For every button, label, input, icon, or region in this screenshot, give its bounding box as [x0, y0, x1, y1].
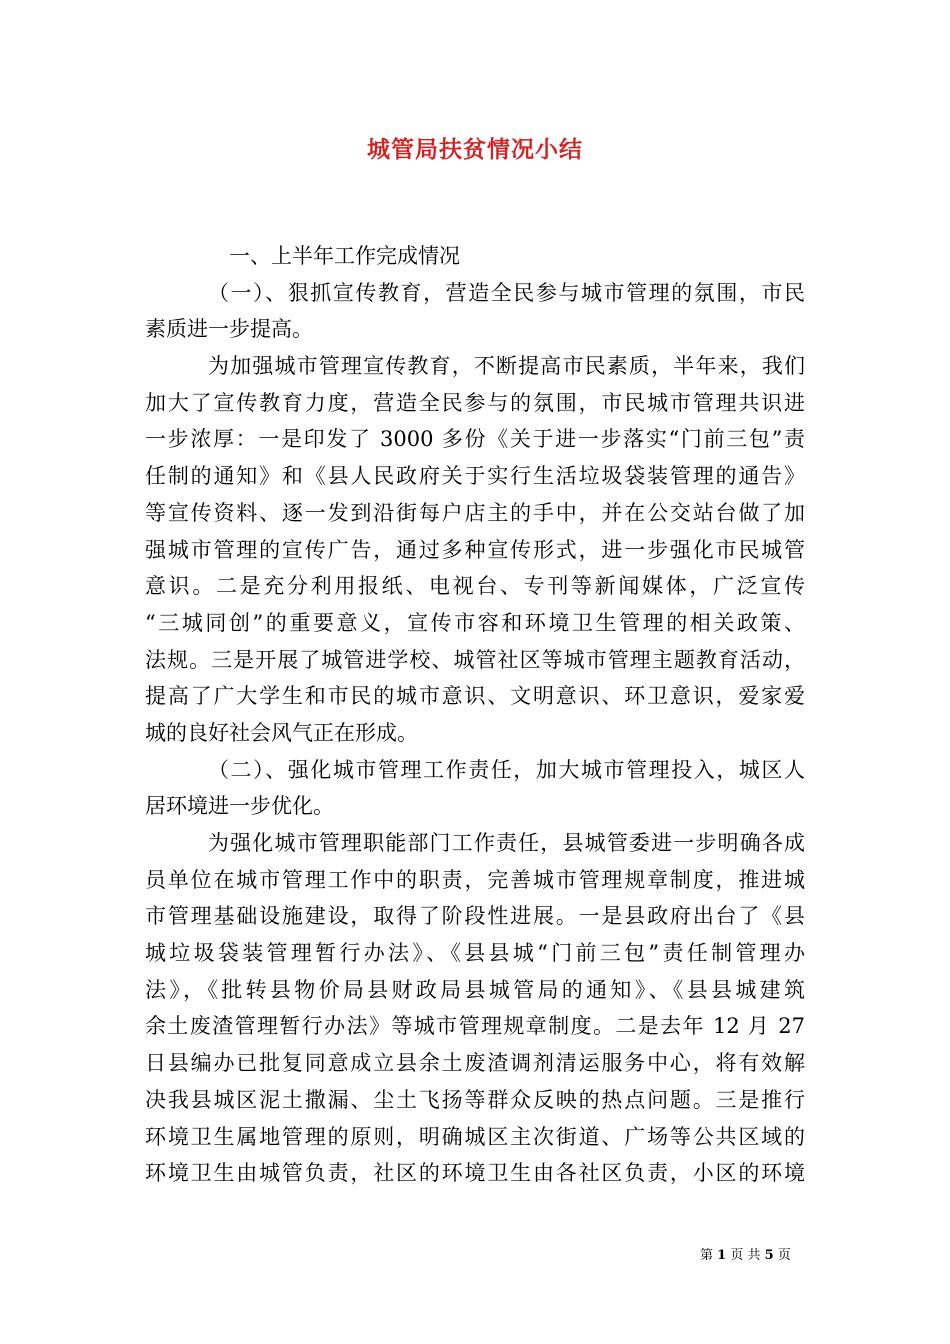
body-line: 城垃圾袋装管理暂行办法》、《县县城“门前三包”责任制管理办: [145, 941, 805, 966]
footer-suffix: 页: [777, 1248, 791, 1263]
body-line: 城的良好社会风气正在形成。: [145, 720, 418, 745]
body-line: “三城同创”的重要意义，宣传市容和环境卫生管理的相关政策、: [145, 610, 805, 635]
body-line: 提高了广大学生和市民的城市意识、文明意识、环卫意识，爱家爱: [145, 684, 805, 709]
footer-middle: 页 共: [730, 1248, 761, 1263]
body-line: 为加强城市管理宣传教育，不断提高市民素质，半年来，我们: [208, 354, 805, 379]
total-page-count: 5: [764, 1248, 774, 1263]
body-line: 为强化城市管理职能部门工作责任，县城管委进一步明确各成: [208, 831, 805, 855]
body-line: 居环境进一步优化。: [145, 794, 334, 819]
body-line: 强城市管理的宣传广告，通过多种宣传形式，进一步强化市民城管: [145, 537, 805, 562]
body-line: 环境卫生由城管负责，社区的环境卫生由各社区负责，小区的环境: [145, 1161, 805, 1186]
body-line: 市管理基础设施建设，取得了阶段性进展。一是县政府出台了《县: [145, 904, 805, 929]
section-heading: 一、上半年工作完成情况: [229, 244, 460, 268]
body-line: 意识。二是充分利用报纸、电视台、专刊等新闻媒体，广泛宣传: [145, 574, 805, 599]
document-body: [145, 238, 805, 1192]
body-line: 日县编办已批复同意成立县余土废渣调剂清运服务中心，将有效解: [145, 1051, 805, 1076]
body-line: 一步浓厚：一是印发了 3000 多份《关于进一步落实“门前三包”责: [145, 427, 805, 452]
subsection-heading: （一）、狠抓宣传教育，营造全民参与城市管理的氛围，市民: [208, 280, 805, 305]
body-line: 素质进一步提高。: [145, 317, 313, 342]
body-line: 法》，《批转县物价局县财政局县城管局的通知》、《县县城建筑: [145, 977, 805, 1002]
body-line: 余土废渣管理暂行办法》等城市管理规章制度。二是去年 12 月 27: [145, 1014, 805, 1039]
footer-prefix: 第: [700, 1248, 714, 1263]
current-page-number: 1: [717, 1248, 727, 1263]
body-line: 加大了宣传教育力度，营造全民参与的氛围，市民城市管理共识进: [145, 390, 805, 415]
body-line: 任制的通知》和《县人民政府关于实行生活垃圾袋装管理的通告》: [145, 464, 805, 489]
body-line: 员单位在城市管理工作中的职责，完善城市管理规章制度，推进城: [145, 867, 805, 892]
body-line: 等宣传资料、逐一发到沿街每户店主的手中，并在公交站台做了加: [145, 500, 805, 525]
document-title: 城管局扶贫情况小结: [367, 136, 583, 163]
body-line: 决我县城区泥土撒漏、尘土飞扬等群众反映的热点问题。三是推行: [145, 1087, 805, 1112]
page-number-footer: [700, 1247, 810, 1265]
body-line: 环境卫生属地管理的原则，明确城区主次街道、广场等公共区域的: [145, 1124, 805, 1149]
body-line: 法规。三是开展了城管进学校、城管社区等城市管理主题教育活动，: [145, 647, 805, 672]
subsection-heading: （二）、强化城市管理工作责任，加大城市管理投入，城区人: [208, 757, 805, 782]
